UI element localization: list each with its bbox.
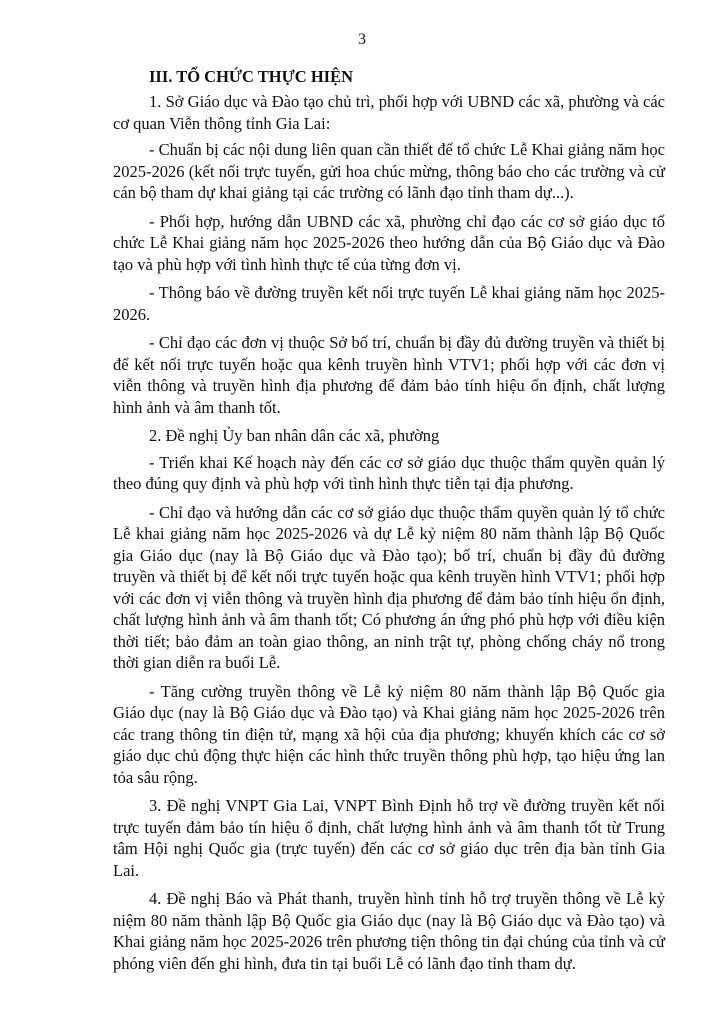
paragraph-prepare-content: - Chuẩn bị các nội dung liên quan cần thiết để tổ chức Lễ Khai giảng năm học 2025-2026 (kết nối trực tuyến, gửi hoa chúc mừng, thông báo cho các trường và cử cán bộ tham dự khai giảng tại các trường có lãnh đạo tỉnh tham dự...). (113, 140, 665, 202)
paragraph-item-1: 1. Sở Giáo dục và Đào tạo chủ trì, phối hợp với UBND các xã, phường và các cơ quan Viễn thông tỉnh Gia Lai: (113, 92, 665, 133)
paragraph-notify-connection: - Thông báo về đường truyền kết nối trực tuyến Lễ khai giảng năm học 2025-2026. (113, 283, 665, 324)
paragraph-coordinate-guide: - Phối hợp, hướng dẫn UBND các xã, phường chỉ đạo các cơ sở giáo dục tổ chức Lễ Khai giảng năm học 2025-2026 theo hướng dẫn của Bộ Giáo dục và Đào tạo và phù hợp với tình hình thực tế của từng đơn vị. (113, 211, 665, 274)
paragraph-item-4: 4. Đề nghị Báo và Phát thanh, truyền hình tỉnh hỗ trợ truyền thông về Lễ kỷ niệm 80 năm thành lập Bộ Quốc gia Giáo dục (nay là Bộ Giáo dục và Đào tạo) và Khai giảng năm học 2025-2026 trên phương tiện thông tin đại chúng của tỉnh và cử phóng viên đến ghi hình, đưa tin tại buổi Lễ có lãnh đạo tỉnh tham dự. (113, 889, 665, 973)
section-heading: III. TỔ CHỨC THỰC HIỆN (149, 67, 353, 86)
page-number: 3 (358, 31, 366, 48)
paragraph-item-3: 3. Đề nghị VNPT Gia Lai, VNPT Bình Định hỗ trợ về đường truyền kết nối trực tuyến đảm bảo tín hiệu ổ định, chất lượng hình ảnh và âm thanh tốt từ Trung tâm Hội nghị Quốc gia (trực tuyến) đến các cơ sở giáo dục trên địa bàn tỉnh Gia Lai. (113, 796, 665, 880)
paragraph-direct-schools: - Chỉ đạo và hướng dẫn các cơ sở giáo dục thuộc thẩm quyền quản lý tổ chức Lễ khai giảng năm học 2025-2026 và dự Lễ kỷ niệm 80 năm thành lập Bộ Quốc gia Giáo dục (nay là Bộ Giáo dục và Đào tạo); bố trí, chuẩn bị đầy đủ đường truyền và thiết bị để kết nối trực tuyến hoặc qua kênh truyền hình VTV1; phối hợp với các đơn vị viễn thông và truyền hình địa phương để đảm bảo tính hiệu ổn định, chất lượng hình ảnh và âm thanh tốt; Có phương án ứng phó phù hợp với điều kiện thời tiết; bảo đảm an toàn giao thông, an ninh trật tự, phòng chống cháy nổ trong thời gian diễn ra buổi Lễ. (113, 502, 665, 672)
paragraph-deploy-plan: - Triển khai Kế hoạch này đến các cơ sở giáo dục thuộc thẩm quyền quản lý theo đúng quy định và phù hợp với tình hình thực tiễn tại địa phương. (113, 452, 665, 493)
document-body (113, 66, 665, 981)
paragraph-media-promotion: - Tăng cường truyền thông về Lễ kỷ niệm 80 năm thành lập Bộ Quốc gia Giáo dục (nay là Bộ Giáo dục và Đào tạo) và Khai giảng năm học 2025-2026 trên các trang thông tin điện tử, mạng xã hội của địa phương; khuyến khích các cơ sở giáo dục chủ động thực hiện các hình thức truyền thông phù hợp, tạo hiệu ứng lan tỏa sâu rộng. (113, 681, 665, 787)
paragraph-item-2: 2. Đề nghị Ủy ban nhân dân các xã, phường (149, 426, 440, 445)
paragraph-direct-units: - Chỉ đạo các đơn vị thuộc Sở bố trí, chuẩn bị đầy đủ đường truyền và thiết bị để kết nối trực tuyến hoặc qua kênh truyền hình VTV1; phối hợp với các đơn vị viễn thông và truyền hình địa phương để đảm bảo tính hiệu ổn định, chất lượng hình ảnh và âm thanh tốt. (113, 333, 665, 417)
